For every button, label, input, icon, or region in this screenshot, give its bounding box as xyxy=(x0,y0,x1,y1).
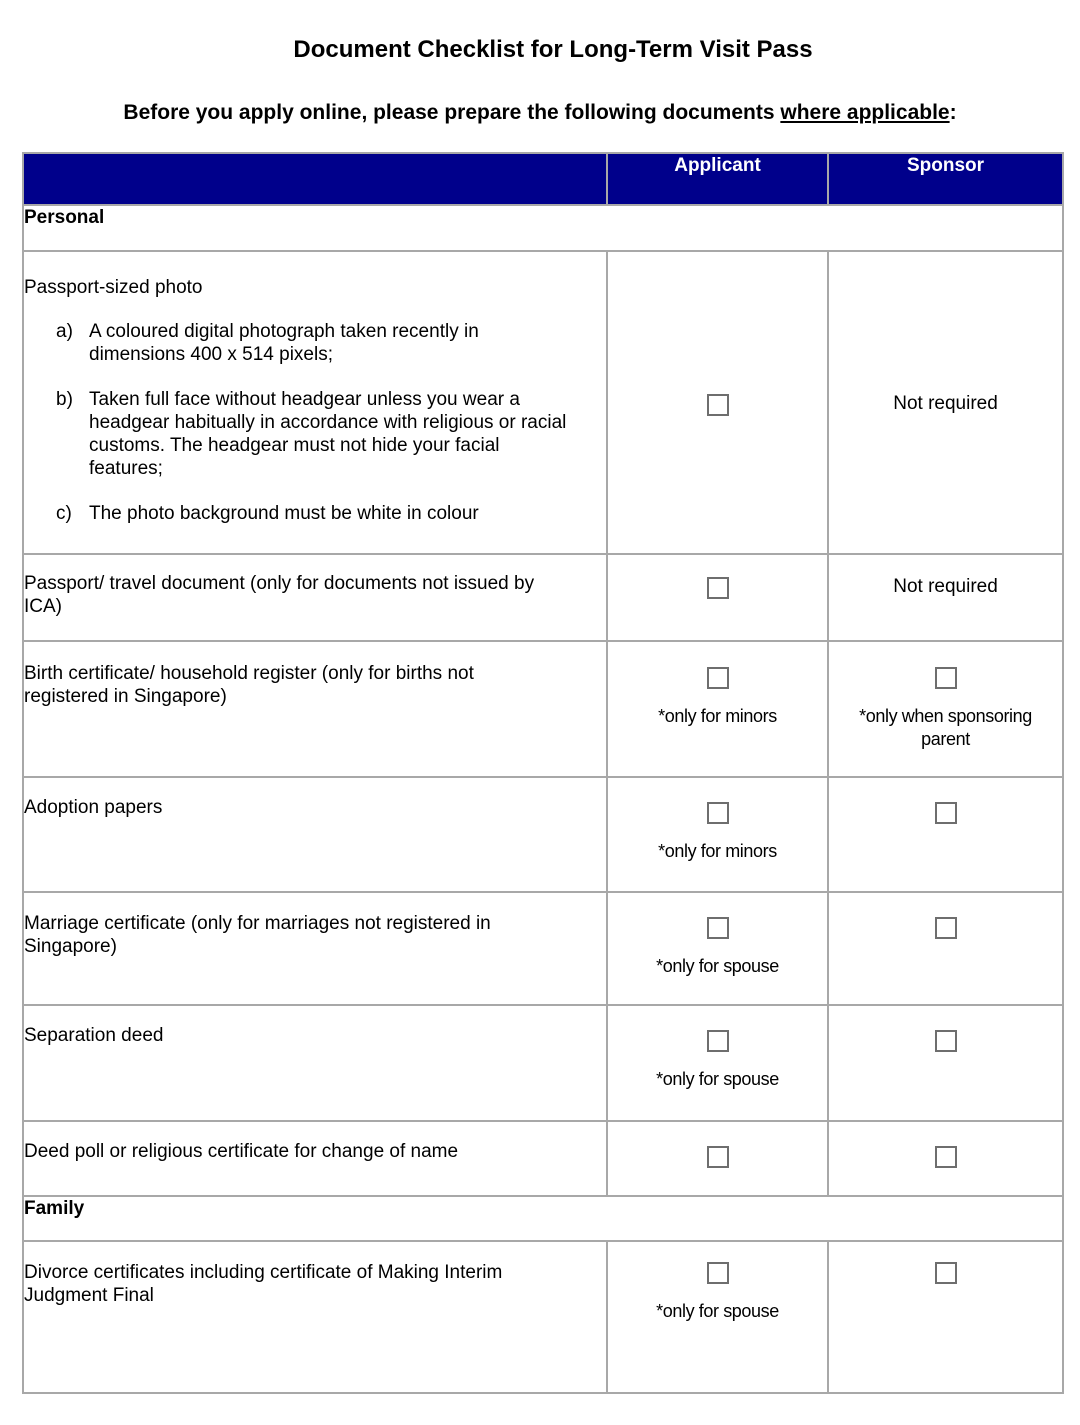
doc-cell-marriage xyxy=(23,892,607,1005)
subtitle-colon: : xyxy=(949,101,957,124)
sponsor-cell-adoption xyxy=(828,777,1063,892)
list-item xyxy=(24,320,569,366)
doc-cell-birth xyxy=(23,641,607,777)
applicant-cell-photo xyxy=(607,251,828,554)
list-text: The photo background must be white in colour xyxy=(89,503,479,524)
applicant-cell-deedpoll xyxy=(607,1121,828,1196)
doc-label-passport: Passport/ travel document (only for documents not issued by ICA) xyxy=(24,573,535,617)
page-subtitle xyxy=(0,101,1080,125)
not-required-text: Not required xyxy=(893,393,998,414)
doc-label-separation: Separation deed xyxy=(24,1025,164,1046)
table-row-separation xyxy=(23,1005,1063,1121)
sponsor-note: *only when sponsoring parent xyxy=(859,706,1032,749)
doc-cell-divorce xyxy=(23,1241,607,1393)
doc-cell-photo xyxy=(23,251,607,554)
list-text: A coloured digital photograph taken recently in dimensions 400 x 514 pixels; xyxy=(89,321,479,365)
doc-label-marriage: Marriage certificate (only for marriages not registered in Singapore) xyxy=(24,913,491,957)
list-item xyxy=(24,388,569,480)
list-item xyxy=(24,502,569,525)
table-row-deedpoll xyxy=(23,1121,1063,1196)
header-sponsor: Sponsor xyxy=(828,153,1063,205)
sponsor-cell-divorce xyxy=(828,1241,1063,1393)
checkbox-icon[interactable] xyxy=(707,577,729,599)
section-row-family xyxy=(23,1196,1063,1241)
checkbox-icon[interactable] xyxy=(707,802,729,824)
checkbox-icon[interactable] xyxy=(935,802,957,824)
checkbox-icon[interactable] xyxy=(935,1146,957,1168)
checkbox-icon[interactable] xyxy=(935,667,957,689)
checkbox-icon[interactable] xyxy=(707,1262,729,1284)
sponsor-cell-separation xyxy=(828,1005,1063,1121)
list-text: Taken full face without headgear unless you wear a headgear habitually in accordance with religious or racial customs. The headgear must not hide your facial features; xyxy=(89,389,567,479)
sponsor-cell-photo xyxy=(828,251,1063,554)
checkbox-icon[interactable] xyxy=(935,1262,957,1284)
applicant-note: *only for spouse xyxy=(656,1069,779,1089)
doc-cell-adoption xyxy=(23,777,607,892)
doc-cell-passport xyxy=(23,554,607,641)
header-blank xyxy=(23,153,607,205)
doc-label-photo: Passport-sized photo xyxy=(24,277,203,298)
sponsor-cell-passport xyxy=(828,554,1063,641)
page-title: Document Checklist for Long-Term Visit Pass xyxy=(293,36,813,63)
doc-label-birth: Birth certificate/ household register (only for births not registered in Singapore) xyxy=(24,663,474,707)
section-title-family: Family xyxy=(23,1196,1063,1241)
list-marker: a) xyxy=(56,321,73,342)
doc-label-deedpoll: Deed poll or religious certificate for change of name xyxy=(24,1141,459,1162)
table-header-row xyxy=(23,153,1063,205)
doc-cell-separation xyxy=(23,1005,607,1121)
document-checklist-table xyxy=(22,152,1064,1394)
sponsor-cell-deedpoll xyxy=(828,1121,1063,1196)
doc-cell-deedpoll xyxy=(23,1121,607,1196)
doc-label-adoption: Adoption papers xyxy=(24,797,163,818)
table-row-photo xyxy=(23,251,1063,554)
subtitle-emphasis: where applicable xyxy=(780,101,950,124)
applicant-cell-birth xyxy=(607,641,828,777)
applicant-note: *only for minors xyxy=(658,706,777,726)
applicant-note: *only for spouse xyxy=(656,956,779,976)
checkbox-icon[interactable] xyxy=(707,394,729,416)
table-row-passport xyxy=(23,554,1063,641)
checkbox-icon[interactable] xyxy=(707,1030,729,1052)
table-row-birth xyxy=(23,641,1063,777)
table-row-marriage xyxy=(23,892,1063,1005)
applicant-cell-adoption xyxy=(607,777,828,892)
list-marker: c) xyxy=(56,503,72,524)
applicant-note: *only for spouse xyxy=(656,1301,779,1321)
section-title-personal: Personal xyxy=(23,205,1063,251)
applicant-note: *only for minors xyxy=(658,841,777,861)
applicant-cell-passport xyxy=(607,554,828,641)
photo-requirements-list xyxy=(24,320,606,525)
list-marker: b) xyxy=(56,389,73,410)
sponsor-cell-marriage xyxy=(828,892,1063,1005)
applicant-cell-marriage xyxy=(607,892,828,1005)
sponsor-cell-birth xyxy=(828,641,1063,777)
checkbox-icon[interactable] xyxy=(935,917,957,939)
checkbox-icon[interactable] xyxy=(935,1030,957,1052)
table-row-divorce xyxy=(23,1241,1063,1393)
doc-label-divorce: Divorce certificates including certificate of Making Interim Judgment Final xyxy=(24,1262,503,1306)
subtitle-text: Before you apply online, please prepare the following documents xyxy=(123,101,781,124)
checkbox-icon[interactable] xyxy=(707,1146,729,1168)
section-row-personal xyxy=(23,205,1063,251)
header-applicant: Applicant xyxy=(607,153,828,205)
not-required-text: Not required xyxy=(893,576,998,597)
checkbox-icon[interactable] xyxy=(707,917,729,939)
checkbox-icon[interactable] xyxy=(707,667,729,689)
table-row-adoption xyxy=(23,777,1063,892)
applicant-cell-divorce xyxy=(607,1241,828,1393)
applicant-cell-separation xyxy=(607,1005,828,1121)
